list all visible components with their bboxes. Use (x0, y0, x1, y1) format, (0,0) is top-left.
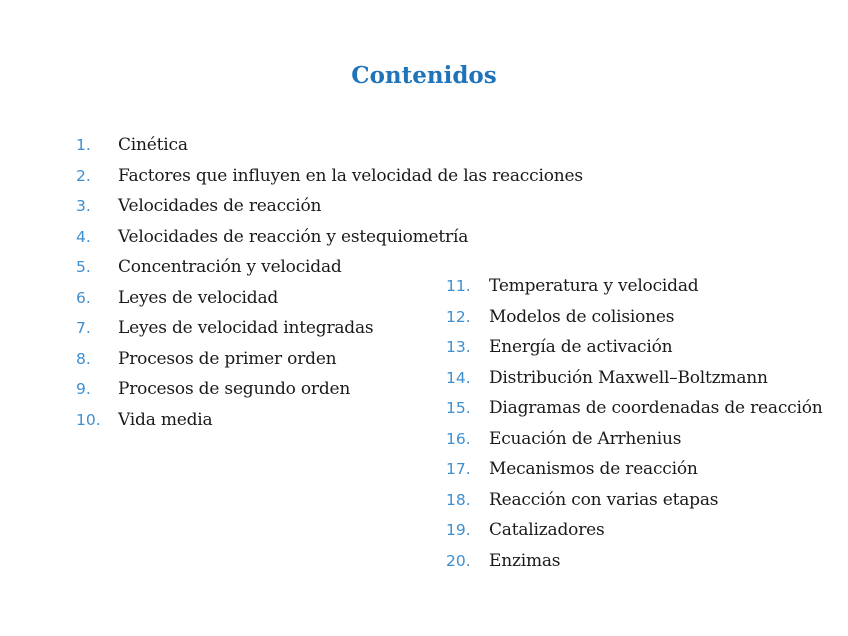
toc-item-number: 18. (446, 490, 471, 509)
toc-item (446, 459, 823, 490)
toc-item (446, 429, 823, 460)
toc-item-number: 15. (446, 399, 471, 417)
toc-item-label: Modelos de colisiones (489, 306, 675, 327)
toc-item-number: 16. (446, 429, 471, 448)
toc-item-number: 1. (76, 136, 91, 154)
toc-item-number: 5. (76, 258, 91, 276)
toc-item-number: 11. (446, 277, 471, 295)
toc-item-label: Velocidades de reacción (118, 196, 322, 216)
toc-item-number: 19. (446, 521, 471, 539)
toc-item-label: Velocidades de reacción y estequiometría (118, 226, 469, 247)
toc-item-number: 8. (76, 349, 91, 368)
toc-item (446, 337, 823, 368)
toc-item-label: Enzimas (489, 550, 561, 571)
toc-item (446, 398, 823, 429)
toc-item-number: 9. (76, 380, 91, 398)
toc-item-number: 4. (76, 227, 91, 246)
toc-item-label: Cinética (118, 135, 188, 155)
toc-item-label: Reacción con varias etapas (489, 489, 719, 510)
toc-item-number: 10. (76, 410, 101, 429)
toc-item-number: 17. (446, 460, 471, 478)
toc-item-label: Distribución Maxwell–Boltzmann (489, 367, 768, 388)
toc-item-label: Concentración y velocidad (118, 257, 342, 277)
toc-item (446, 490, 823, 521)
toc-item-number: 2. (76, 166, 91, 185)
page-title: Contenidos (351, 62, 497, 89)
toc-item-label: Temperatura y velocidad (489, 276, 699, 296)
toc-item-number: 6. (76, 288, 91, 307)
toc-item-label: Factores que influyen en la velocidad de las reacciones (118, 165, 583, 186)
toc-item-number: 3. (76, 197, 91, 215)
toc-item-label: Diagramas de coordenadas de reacción (489, 398, 823, 418)
toc-item (76, 196, 583, 227)
toc-item (446, 368, 823, 399)
toc-item (76, 166, 583, 197)
toc-item-label: Ecuación de Arrhenius (489, 428, 682, 449)
toc-item-number: 14. (446, 368, 471, 387)
toc-item-label: Procesos de primer orden (118, 348, 337, 369)
toc-item-number: 13. (446, 338, 471, 356)
toc-item-label: Leyes de velocidad (118, 287, 279, 308)
toc-item-number: 12. (446, 307, 471, 326)
toc-item-number: 20. (446, 551, 471, 570)
toc-item-label: Catalizadores (489, 520, 605, 540)
toc-item (446, 276, 823, 307)
toc-item (76, 227, 583, 258)
toc-item (446, 307, 823, 338)
toc-item-label: Leyes de velocidad integradas (118, 318, 374, 338)
toc-item-label: Energía de activación (489, 337, 673, 357)
toc-item-number: 7. (76, 319, 91, 337)
toc-item (446, 520, 823, 551)
toc-right-column (446, 276, 823, 581)
toc-item (76, 135, 583, 166)
toc-item-label: Vida media (118, 409, 213, 430)
toc-item-label: Mecanismos de reacción (489, 459, 698, 479)
toc-item (446, 551, 823, 582)
toc-item-label: Procesos de segundo orden (118, 379, 351, 399)
